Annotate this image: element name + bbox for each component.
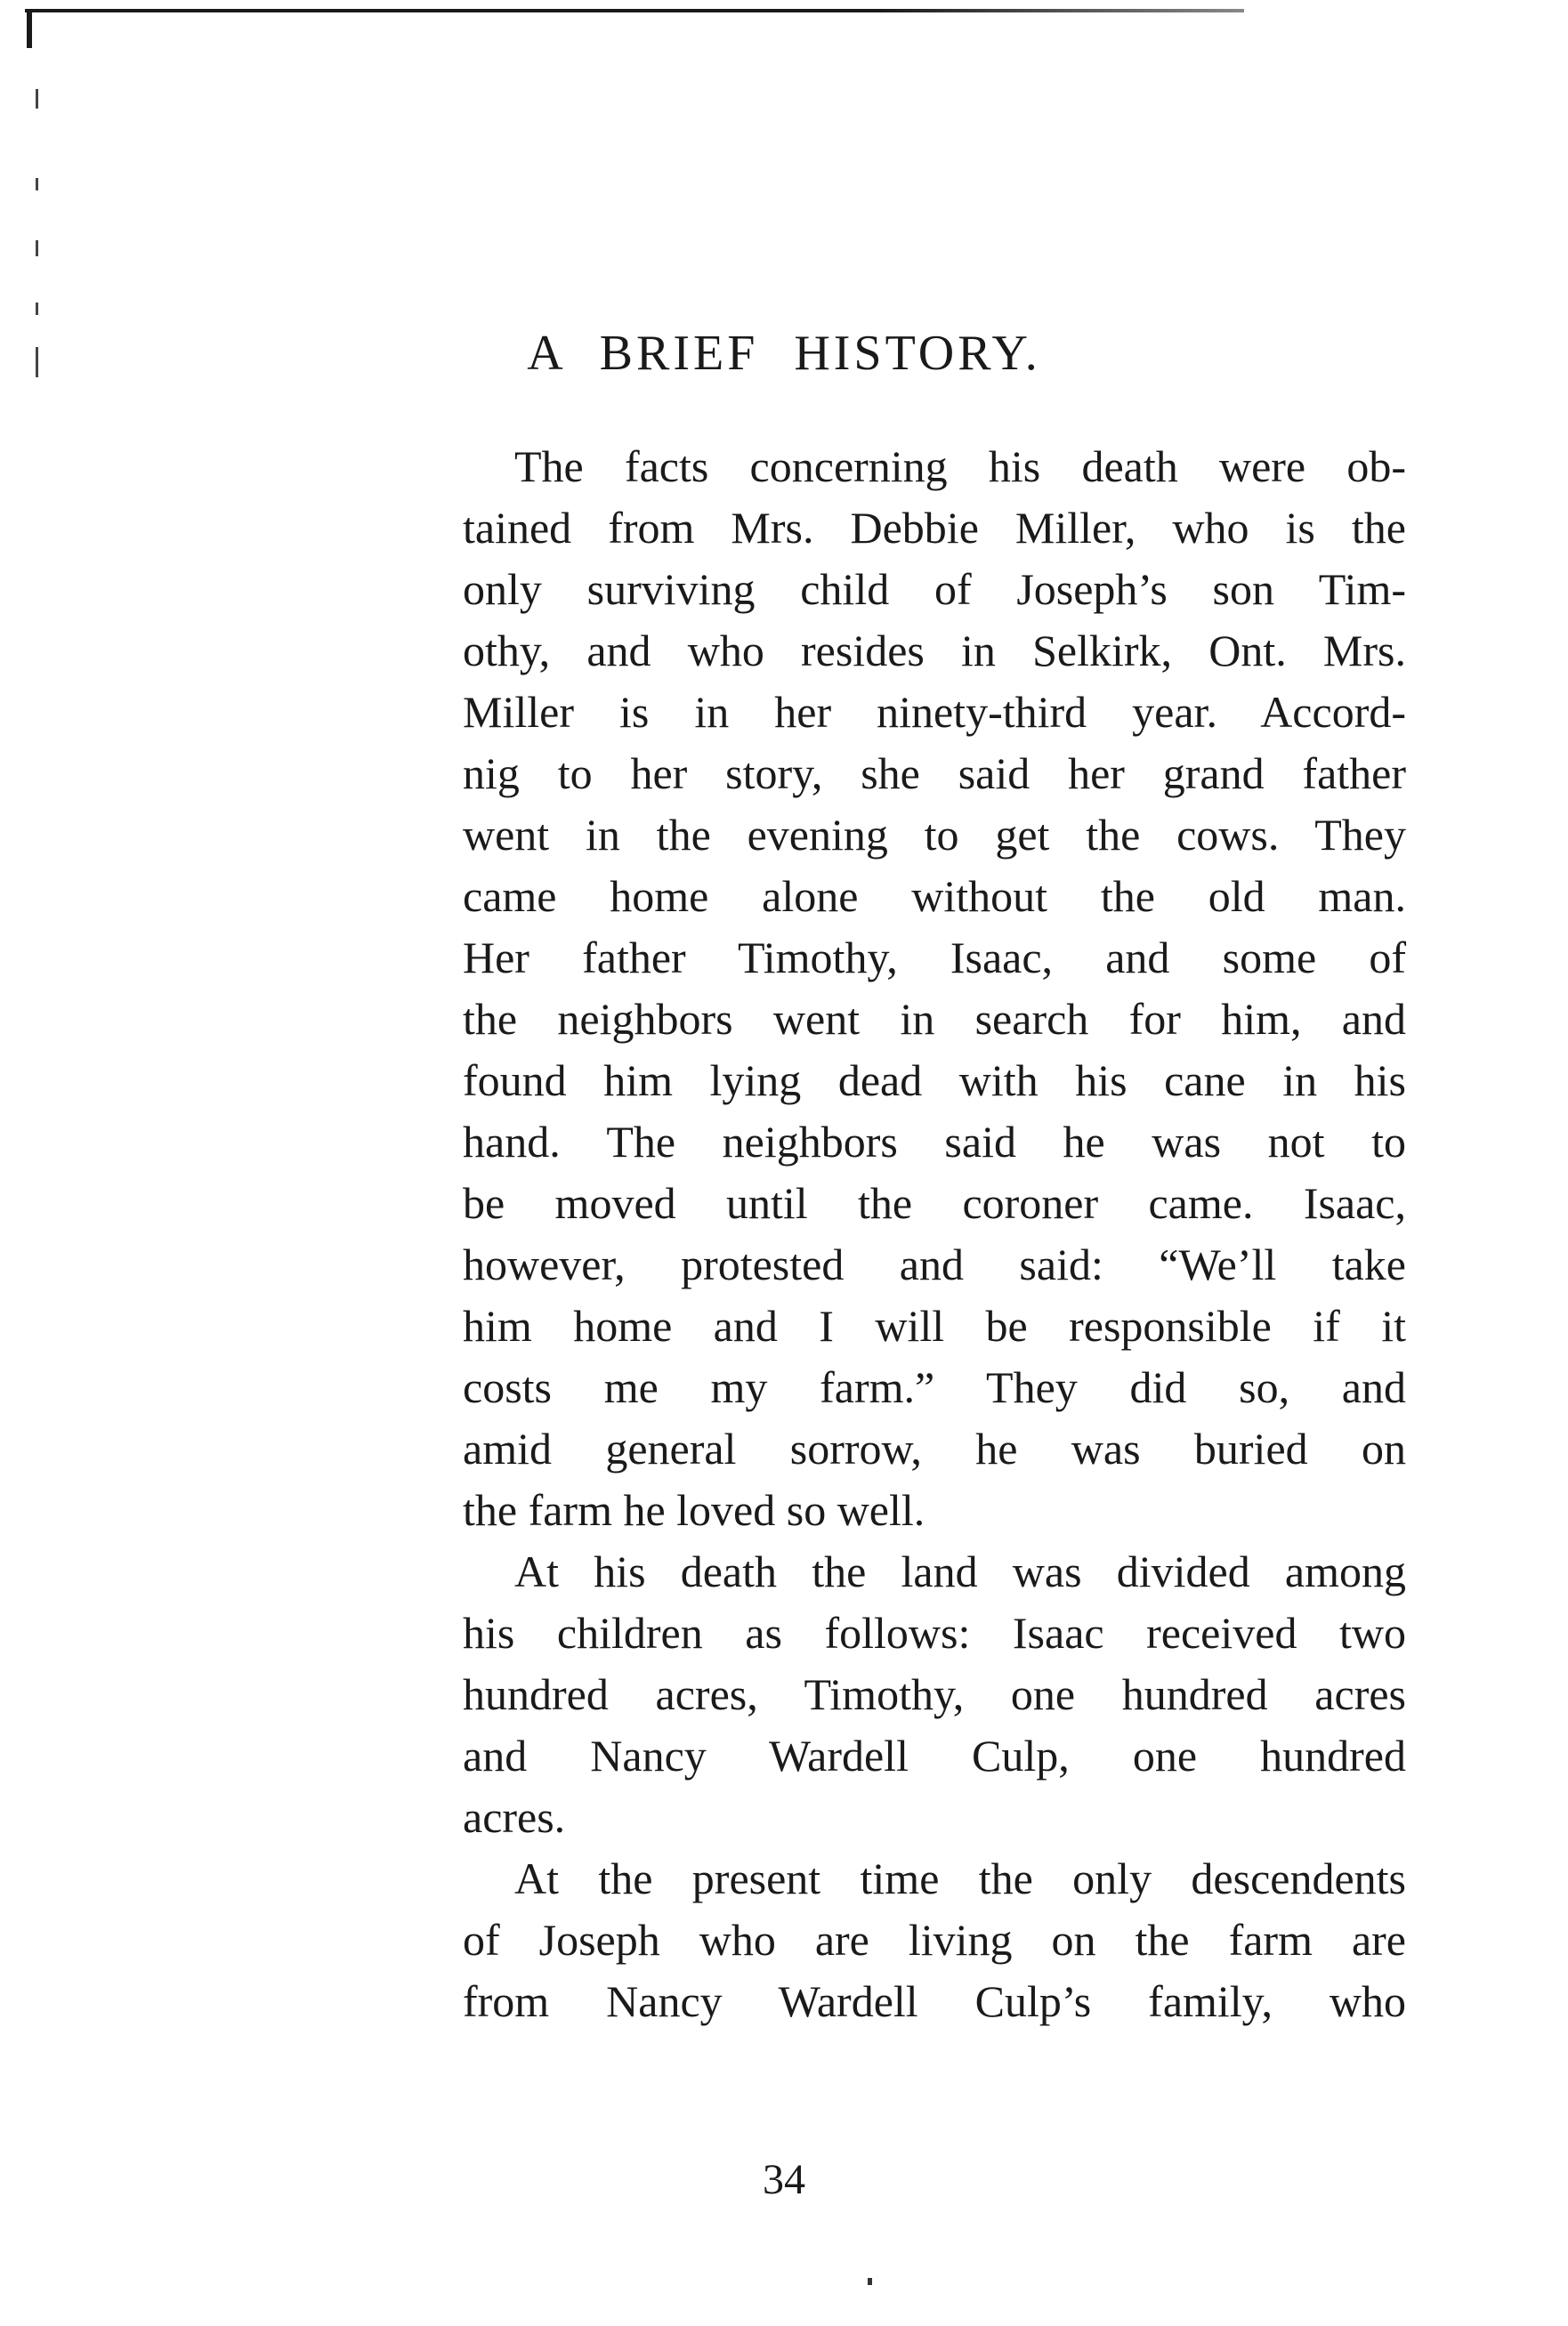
text-line: hundred acres, Timothy, one hundred acres xyxy=(463,1669,1406,1719)
text-line: At the present time the only descendents xyxy=(514,1854,1406,1903)
text-line: At his death the land was divided among xyxy=(514,1547,1406,1596)
body-text xyxy=(463,436,1406,2032)
text-line: amid general sorrow, he was buried on xyxy=(463,1424,1406,1474)
text-line: him home and I will be responsible if it xyxy=(463,1301,1406,1351)
text-line: tained from Mrs. Debbie Miller, who is the xyxy=(463,503,1406,553)
text-line: and Nancy Wardell Culp, one hundred xyxy=(463,1731,1406,1781)
text-line: came home alone without the old man. xyxy=(463,871,1406,921)
top-rule xyxy=(25,9,1244,12)
text-line: costs me my farm.” They did so, and xyxy=(463,1362,1406,1412)
text-line: his children as follows: Isaac received two xyxy=(463,1608,1406,1658)
corner-mark xyxy=(27,9,32,48)
bottom-speck xyxy=(868,2278,872,2285)
text-line: however, protested and said: “We’ll take xyxy=(463,1240,1406,1289)
text-line: Miller is in her ninety-third year. Accord- xyxy=(463,687,1406,737)
running-head: A BRIEF HISTORY. xyxy=(527,326,1041,381)
text-line: be moved until the coroner came. Isaac, xyxy=(463,1178,1406,1228)
text-line: The facts concerning his death were ob- xyxy=(514,441,1406,491)
page-number: 34 xyxy=(763,2156,805,2203)
text-line: nig to her story, she said her grand father xyxy=(463,748,1406,798)
edge-speck xyxy=(36,89,38,109)
text-line: the farm he loved so well. xyxy=(463,1485,925,1535)
edge-speck xyxy=(36,178,38,190)
text-line: the neighbors went in search for him, and xyxy=(463,994,1406,1044)
edge-speck xyxy=(36,303,38,315)
text-line: went in the evening to get the cows. They xyxy=(463,810,1406,860)
text-line: of Joseph who are living on the farm are xyxy=(463,1915,1406,1965)
text-line: hand. The neighbors said he was not to xyxy=(463,1117,1406,1167)
text-line: Her father Timothy, Isaac, and some of xyxy=(463,933,1406,982)
edge-speck xyxy=(36,240,38,256)
text-line: only surviving child of Joseph’s son Tim- xyxy=(463,564,1406,614)
text-line: acres. xyxy=(463,1792,566,1842)
text-line: from Nancy Wardell Culp’s family, who xyxy=(463,1976,1406,2026)
text-line: othy, and who resides in Selkirk, Ont. Mrs. xyxy=(463,626,1406,675)
text-line: found him lying dead with his cane in his xyxy=(463,1055,1406,1105)
